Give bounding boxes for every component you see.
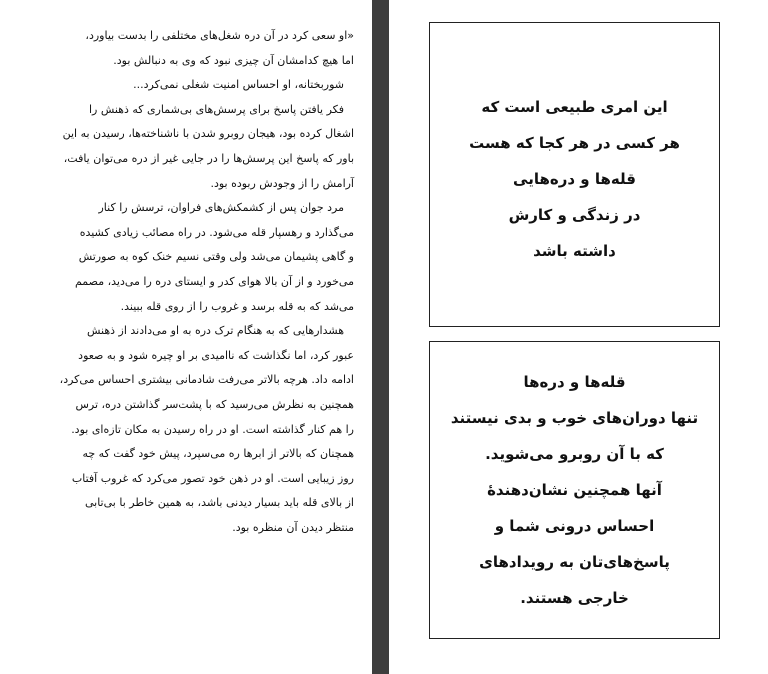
quote-line: قله‌ها و دره‌هایی	[513, 169, 636, 188]
paragraph-4	[22, 196, 354, 319]
story-text	[22, 24, 354, 540]
line: عبور کرد، اما نگذاشت که ناامیدی بر او چیره شود و به صعود	[78, 348, 354, 362]
line: فکر یافتن پاسخ برای پرسش‌های بی‌شماری که ذهنش را	[88, 102, 344, 116]
line: می‌شد که به قله برسد و غروب را از روی قله ببیند.	[120, 299, 354, 313]
quote-line: در زندگی و کارش	[508, 205, 641, 224]
left-page	[0, 0, 372, 674]
line: شوربختانه، او احساس امنیت شغلی نمی‌کرد...	[133, 78, 344, 92]
line: منتظر دیدن آن منظره بود.	[232, 520, 354, 534]
line: می‌گذارد و رهسپار قله می‌شود. در راه مصائب زیادی کشیده	[79, 225, 354, 239]
line: آرامش را از وجودش ربوده بود.	[210, 176, 354, 190]
line: اشغال کرده بود، هیجان روبرو شدن با ناشناخته‌ها، رسیدن به این	[62, 127, 354, 141]
quote-box-bottom	[429, 341, 720, 639]
quote-line: احساس درونی شما و	[494, 517, 655, 535]
quote-text	[469, 89, 680, 269]
quote-line: پاسخ‌های‌تان به رویدادهای	[479, 553, 670, 571]
line: ادامه داد. هرچه بالاتر می‌رفت شادمانی بیشتری احساس می‌کرد،	[59, 373, 354, 387]
quote-line: داشته باشد	[533, 241, 616, 260]
quote-line: قله‌ها و دره‌ها	[523, 373, 626, 391]
line: مرد جوان پس از کشمکش‌های فراوان، ترسش را کنار	[98, 201, 344, 215]
line: و گاهی پشیمان می‌شد ولی وقتی نسیم خنک کوه به صورتش	[78, 250, 354, 264]
paragraph-1	[22, 24, 354, 73]
book-spine	[372, 0, 389, 674]
quote-text	[451, 364, 698, 616]
paragraph-5	[22, 319, 354, 540]
quote-line: که با آن روبرو می‌شوید.	[485, 445, 664, 463]
line: می‌خورد و از آن بالا هوای کدر و ایستای دره را می‌دید، مصمم	[74, 274, 354, 288]
line: «او سعی کرد در آن دره شغل‌های مختلفی را بدست بیاورد،	[85, 29, 354, 42]
paragraph-2	[22, 73, 354, 98]
quote-line: تنها دوران‌های خوب و بدی نیستند	[450, 409, 699, 427]
line: هشدارهایی که به هنگام ترک دره به او می‌دادند از ذهنش	[87, 324, 344, 338]
right-page	[389, 0, 768, 674]
quote-line: خارجی هستند.	[520, 589, 629, 607]
line: را هم کنار گذاشته است. او در راه رسیدن به مکان تازه‌ای بود.	[71, 422, 354, 436]
line: از بالای قله باید بسیار دیدنی باشد، به همین خاطر با بی‌تابی	[84, 496, 354, 510]
quote-line: این امری طبیعی است که	[481, 97, 668, 116]
paragraph-3	[22, 98, 354, 196]
line: باور که پاسخ این پرسش‌ها را در جایی غیر از دره می‌توان یافت،	[63, 151, 354, 165]
line: همچنان که بالاتر از ابرها ره می‌سپرد، پیش خود گفت که چه	[82, 447, 354, 461]
quote-line: هر کسی در هر کجا که هست	[469, 133, 680, 152]
quote-line: آنها همچنین نشان‌دهندهٔ	[487, 481, 662, 499]
quote-box-top	[429, 22, 720, 327]
line: همچنین به نظرش می‌رسید که با پشت‌سر گذاشتن دره، ترس	[75, 397, 354, 411]
line: روز زیبایی است. او در ذهن خود تصور می‌کرد که غروب آفتاب	[71, 471, 354, 485]
line: اما هیچ کدامشان آن چیزی نبود که وی به دنبالش بود.	[113, 53, 354, 67]
